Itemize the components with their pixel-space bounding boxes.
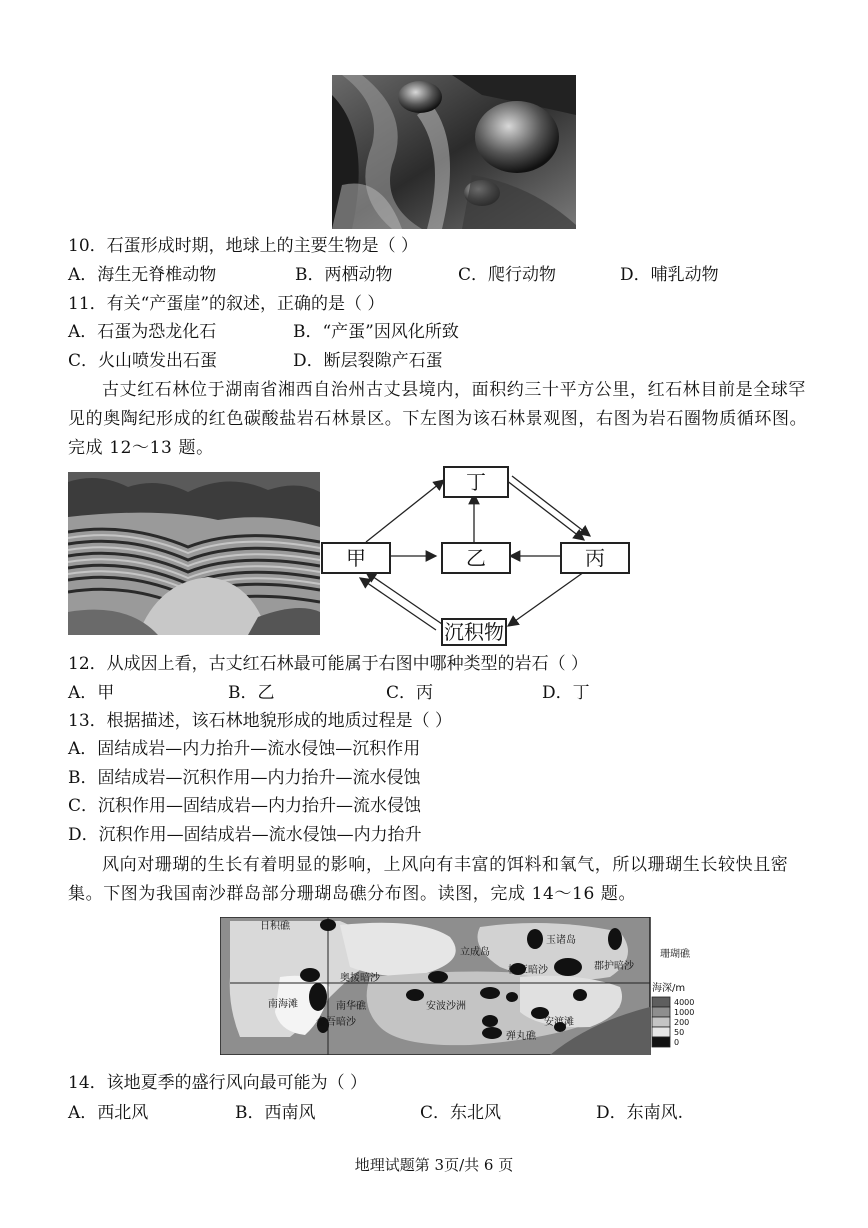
q12-option-d[interactable]: D．丁 <box>542 683 590 703</box>
map-label-anbotan: 安渡滩 <box>544 1017 574 1028</box>
map-label-nanhuajiao: 南华礁 <box>336 1001 366 1012</box>
q12-option-a[interactable]: A．甲 <box>68 683 115 703</box>
q13-option-d[interactable]: D．沉积作用—固结成岩—流水侵蚀—内力抬升 <box>68 825 422 845</box>
page-footer: 地理试题第 3页/共 6 页 <box>354 1156 514 1174</box>
q14-option-d[interactable]: D．东南风. <box>596 1103 684 1123</box>
map-legend-4000: 4000 <box>674 998 695 1007</box>
cycle-box-yi: 乙 <box>441 542 511 574</box>
map-label-beihuan: 奥援暗沙 <box>340 973 380 984</box>
map-label-yuzhudao: 玉诸岛 <box>546 935 576 946</box>
q10-option-a[interactable]: A．海生无脊椎动物 <box>68 265 217 285</box>
q14-stem: 14．该地夏季的盛行风向最可能为（ ） <box>68 1073 368 1093</box>
q12-stem: 12．从成因上看，古丈红石林最可能属于右图中哪种类型的岩石（ ） <box>68 654 589 674</box>
map-label-rijicao: 日积礁 <box>260 921 290 932</box>
map-depth-legend <box>652 997 670 1047</box>
map-legend-0: 0 <box>674 1038 680 1047</box>
q12-option-b[interactable]: B．乙 <box>228 683 275 703</box>
map-label-danwan: 弹丸礁 <box>506 1031 536 1042</box>
q10-option-d[interactable]: D．哺乳动物 <box>620 265 719 285</box>
q11-option-d[interactable]: D．断层裂隙产石蛋 <box>293 351 443 371</box>
q14-option-a[interactable]: A．西北风 <box>68 1103 149 1123</box>
q14-option-c[interactable]: C．东北风 <box>420 1103 502 1123</box>
q10-stem: 10．石蛋形成时期，地球上的主要生物是（ ） <box>68 236 419 256</box>
q12-option-c[interactable]: C．丙 <box>386 683 434 703</box>
q10-option-c[interactable]: C．爬行动物 <box>458 265 557 285</box>
cycle-box-bing: 丙 <box>560 542 630 574</box>
q13-option-a[interactable]: A．固结成岩—内力抬升—流水侵蚀—沉积作用 <box>68 739 421 759</box>
q13-option-c[interactable]: C．沉积作用—固结成岩—内力抬升—流水侵蚀 <box>68 796 422 816</box>
map-label-shanhujiao: 珊瑚礁 <box>660 949 690 960</box>
q11-option-a[interactable]: A．石蛋为恐龙化石 <box>68 322 217 342</box>
nansha-coral-map <box>220 917 700 1055</box>
cycle-box-ding: 丁 <box>443 466 509 498</box>
map-legend-title: 海深/m <box>652 983 686 994</box>
map-label-buhuanshai: 郡护暗沙 <box>594 961 634 972</box>
cycle-box-jia: 甲 <box>321 542 391 574</box>
q13-stem: 13．根据描述，该石林地貌形成的地质过程是（ ） <box>68 711 453 731</box>
q11-stem: 11．有关“产蛋崖”的叙述，正确的是（ ） <box>68 294 385 314</box>
q11-option-c[interactable]: C．火山喷发出石蛋 <box>68 351 218 371</box>
map-legend-1000: 1000 <box>674 1008 695 1017</box>
map-label-nanhai: 南海滩 <box>268 999 298 1010</box>
q14-option-b[interactable]: B．西南风 <box>235 1103 316 1123</box>
stone-forest-photo <box>68 472 320 635</box>
q13-option-b[interactable]: B．固结成岩—沉积作用—内力抬升—流水侵蚀 <box>68 768 421 788</box>
passage-coral-wind: 风向对珊瑚的生长有着明显的影响，上风向有丰富的饵料和氧气，所以珊瑚生长较快且密集。下图为我国南沙群岛部分珊瑚岛礁分布图。读图，完成 14～16 题。 <box>68 855 789 904</box>
q10-option-b[interactable]: B．两栖动物 <box>295 265 393 285</box>
map-legend-200: 200 <box>674 1018 690 1027</box>
cycle-box-sediment: 沉积物 <box>441 618 507 646</box>
passage-red-stone-forest: 古丈红石林位于湖南省湘西自治州古丈县境内，面积约三十平方公里，红石林目前是全球罕见的奥陶纪形成的红色碳酸盐岩石林景区。下左图为该石林景观图，右图为岩石圈物质循环图。完成 12～13 题。 <box>68 380 808 458</box>
map-label-yuyaanshai: 榆亚暗沙 <box>508 965 548 976</box>
map-label-anbozhou: 安波沙洲 <box>426 1001 466 1012</box>
map-legend-50: 50 <box>674 1028 685 1037</box>
egg-cliff-photo <box>332 75 576 229</box>
map-label-lichengdao: 立成岛 <box>460 947 490 958</box>
q11-option-b[interactable]: B．“产蛋”因风化所致 <box>293 322 459 342</box>
map-label-jinwuan: 金吾暗沙 <box>316 1017 356 1028</box>
